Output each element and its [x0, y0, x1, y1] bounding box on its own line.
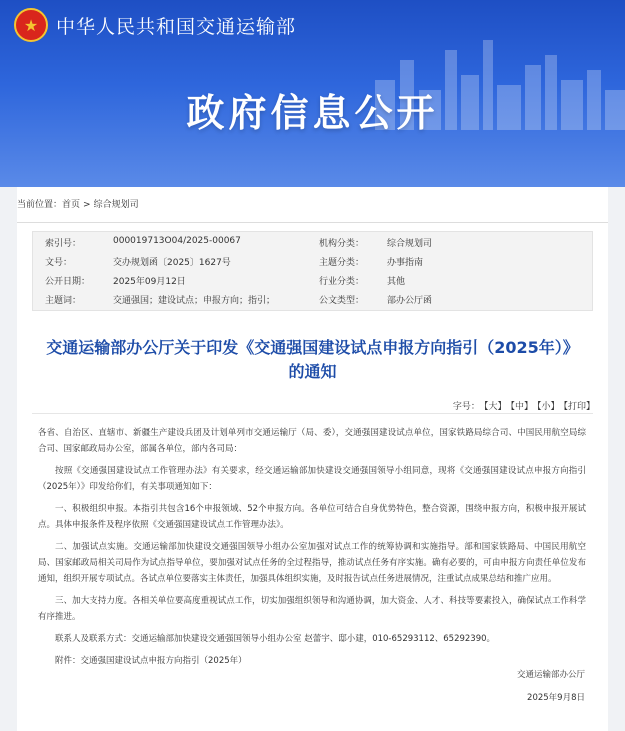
- keywords-label: 主题词：: [45, 296, 82, 306]
- keywords-value: 交通强国；建设试点；申报方向；指引；: [113, 296, 276, 306]
- industry-category-label: 行业分类：: [319, 277, 365, 287]
- title-divider: [32, 413, 593, 414]
- doc-number-value: 交办规划函〔2025〕1627号: [113, 258, 231, 268]
- national-emblem-icon[interactable]: ★: [14, 8, 48, 42]
- topic-category-label: 主题分类：: [319, 258, 365, 268]
- metadata-row: [33, 274, 592, 294]
- document-title: 交通运输部办公厅关于印发《交通强国建设试点申报方向指引（2025年）》的通知: [46, 338, 579, 381]
- attachment-link[interactable]: 附件：交通强国建设试点申报方向指引（2025年）: [55, 656, 247, 666]
- breadcrumb-home-link[interactable]: 首页: [62, 200, 81, 210]
- font-large-button[interactable]: 【大】: [483, 402, 507, 412]
- site-title[interactable]: 中华人民共和国交通运输部: [56, 16, 297, 38]
- font-medium-button[interactable]: 【中】: [510, 402, 533, 412]
- metadata-row: [33, 255, 592, 275]
- metadata-row: [33, 236, 592, 256]
- header-banner: [0, 0, 625, 187]
- breadcrumb-divider: [17, 222, 608, 223]
- body-paragraph: 按照《交通强国建设试点工作管理办法》有关要求，经交通运输部加快建设交通强国领导小组同意，现将《交通强国建设试点申报方向指引（2025年）》印发给你们，有关事项通知如下：: [38, 466, 586, 492]
- publish-date-label: 公开日期：: [45, 277, 91, 287]
- breadcrumb: [17, 197, 139, 210]
- breadcrumb-section-link[interactable]: 综合规划司: [93, 200, 139, 210]
- doc-type-value: 部办公厅函: [387, 296, 433, 306]
- metadata-table: [32, 231, 593, 311]
- breadcrumb-prefix: 当前位置：: [17, 200, 63, 210]
- document-body: [38, 425, 586, 675]
- signature-date: 2025年9月8日: [527, 693, 585, 703]
- body-paragraph: 二、加强试点实施。交通运输部加快建设交通强国领导小组办公室加强对试点工作的统筹协调和实施指导。部和国家铁路局、中国民用航空局、国家邮政局相关司局作为试点指导单位，要加强对试点任务的全过程指导，推动试点任务有序实施。确有必要的，可由申报方向责任单位发布通知，组织开展专项试点。各试点单位要落实主体责任，加强具体组织实施，及时报告试点任务进展情况，注重试点成果总结和推广应用。: [38, 542, 586, 584]
- font-size-tools: [449, 399, 595, 412]
- font-size-label: 字号：: [452, 402, 480, 412]
- addressee-paragraph: 各省、自治区、直辖市、新疆生产建设兵团及计划单列市交通运输厅（局、委），交通强国建设试点单位，国家铁路局综合司、中国民用航空局综合司、国家邮政局办公室，部属各单位，部内各司局：: [38, 428, 586, 454]
- breadcrumb-separator: >: [83, 200, 91, 210]
- publish-date-value: 2025年09月12日: [113, 277, 186, 287]
- body-paragraph: 一、积极组织申报。本指引共包含16个申报领域、52个申报方向。各单位可结合自身优势特色，整合资源，围绕申报方向，积极申报开展试点。具体申报条件及程序依照《交通强国建设试点工作管理办法》。: [38, 504, 586, 530]
- font-small-button[interactable]: 【小】: [536, 402, 560, 412]
- metadata-row: [33, 293, 592, 313]
- org-category-value: 综合规划司: [387, 239, 433, 249]
- doc-number-label: 文号：: [45, 258, 73, 268]
- banner-title: 政府信息公开: [186, 91, 439, 135]
- signature: 交通运输部办公厅: [516, 670, 585, 680]
- print-button[interactable]: 【打印】: [563, 402, 595, 412]
- contact-paragraph: 联系人及联系方式：交通运输部加快建设交通强国领导小组办公室 赵蕾宇、邸小建，010-65293112、65292390。: [55, 634, 496, 644]
- index-label: 索引号：: [45, 239, 82, 249]
- topic-category-value: 办事指南: [387, 258, 424, 268]
- doc-type-label: 公文类型：: [319, 296, 365, 306]
- index-value: 000019713O04/2025-00067: [113, 236, 241, 246]
- body-paragraph: 三、加大支持力度。各相关单位要高度重视试点工作，切实加强组织领导和沟通协调，加大资金、人才、科技等要素投入，确保试点工作科学有序推进。: [38, 596, 586, 622]
- org-category-label: 机构分类：: [319, 239, 365, 249]
- industry-category-value: 其他: [387, 277, 406, 287]
